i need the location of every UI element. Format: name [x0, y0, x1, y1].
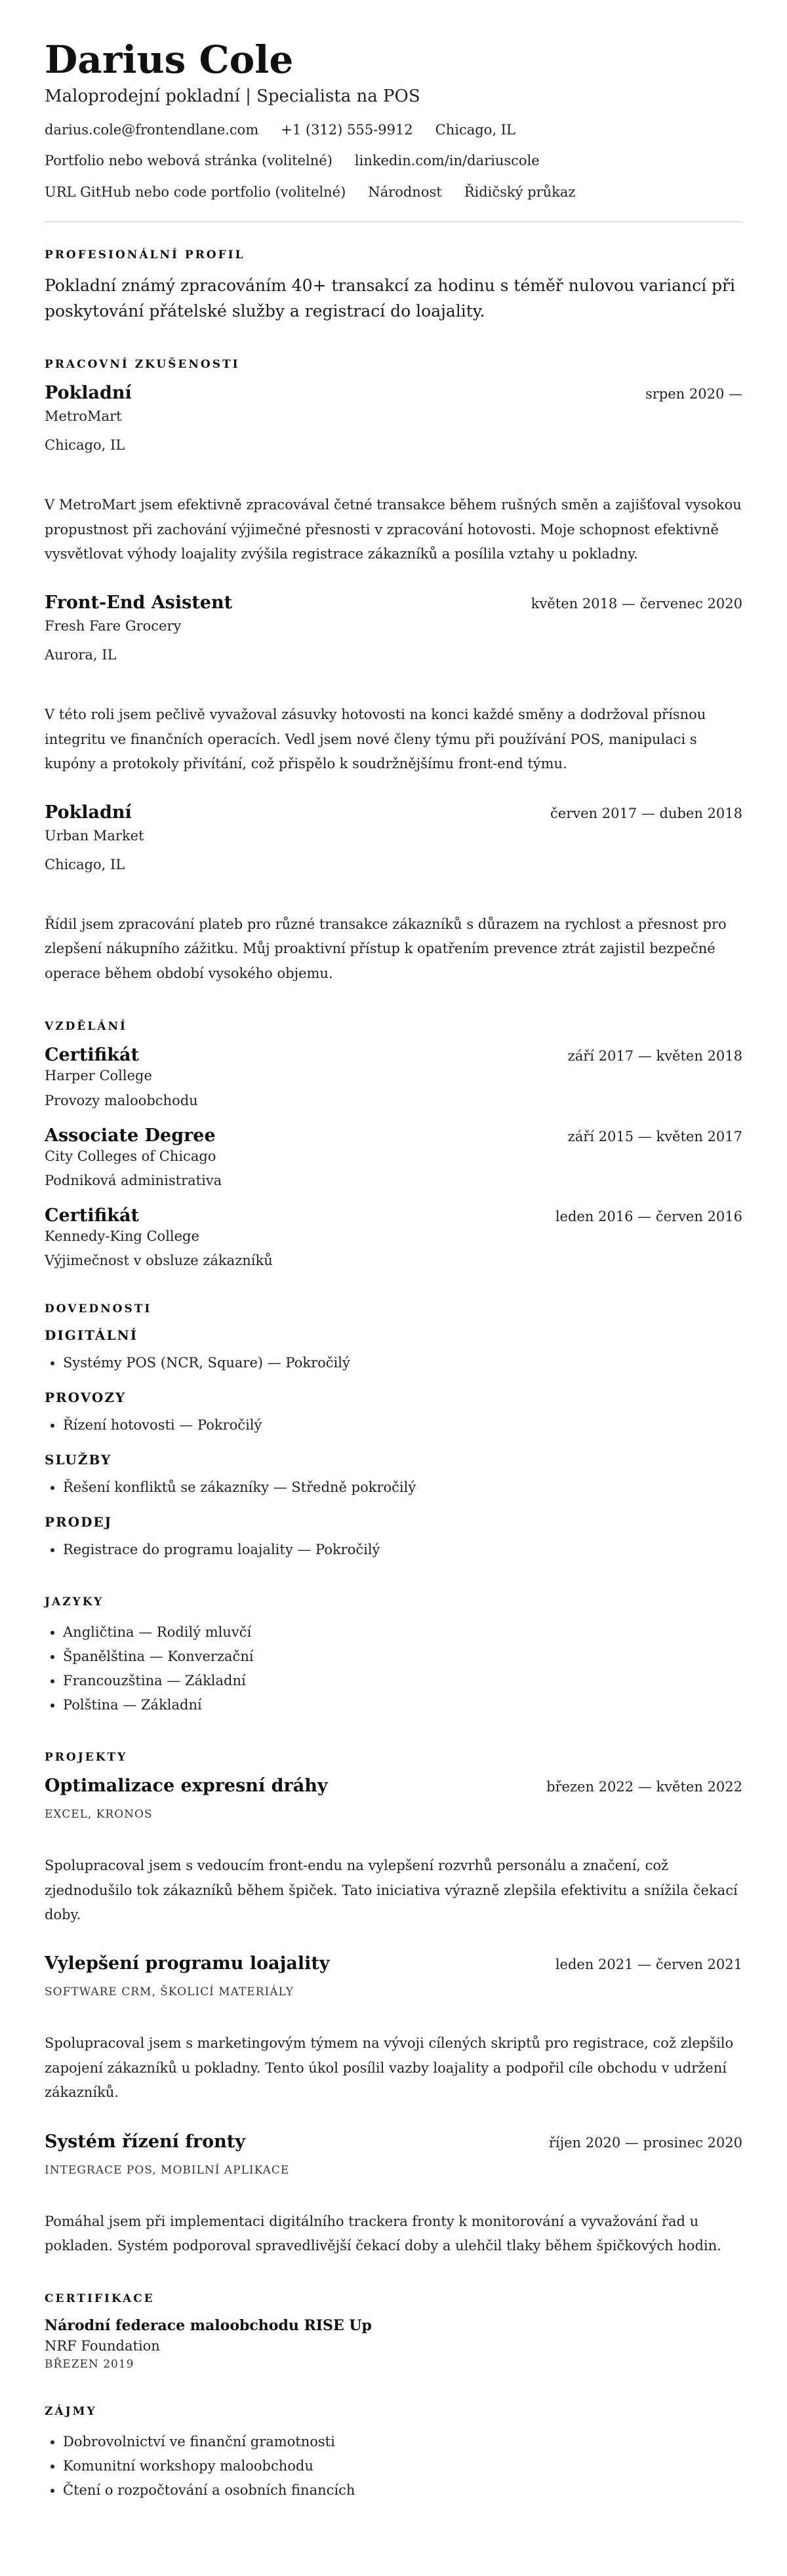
project-name: Systém řízení fronty [45, 2131, 245, 2152]
project-date: říjen 2020 — prosinec 2020 [548, 2134, 742, 2151]
skill-list [45, 1475, 742, 1500]
interest-item: • Komunitní workshopy maloobchodu [63, 2454, 742, 2478]
section-title: PROJEKTY [45, 1751, 128, 1765]
candidate-name: Darius Cole [45, 37, 294, 82]
language-item: • Španělština — Konverzační [63, 1645, 742, 1669]
entry-head [45, 1776, 742, 1796]
contact-phone[interactable]: +1 (312) 555-9912 [281, 121, 413, 138]
section-title: CERTIFIKACE [45, 2292, 155, 2306]
job-company: Urban Market [45, 828, 144, 844]
skill-item: • Řešení konfliktů se zákazníky — Středně pokročilý [63, 1475, 742, 1500]
job-title: Pokladní [45, 383, 132, 404]
project-entry [45, 1776, 742, 1927]
certification-name: Národní federace maloobchodu RISE Up [45, 2317, 372, 2335]
job-company: Fresh Fare Grocery [45, 618, 182, 634]
section-title: PRACOVNÍ ZKUŠENOSTI [45, 358, 240, 372]
resume-header [45, 39, 742, 202]
section-title: PROFESIONÁLNÍ PROFIL [45, 248, 245, 262]
language-list [45, 1620, 742, 1717]
profile-summary: Pokladní známý zpracováním 40+ transakcí za hodinu s téměř nulovou variancí při poskytování přátelské služby a registrací do loajality. [45, 275, 735, 321]
entry-head [45, 1953, 742, 1974]
education-date: září 2015 — květen 2017 [567, 1128, 742, 1144]
interests-section [45, 2405, 742, 2502]
entry-head [45, 802, 742, 823]
education-section [45, 1020, 742, 1268]
language-item: • Angličtina — Rodilý mluvčí [63, 1620, 742, 1645]
education-field: Výjimečnost v obsluze zákazníků [45, 1253, 273, 1269]
project-description: Pomáhal jsem při implementaci digitálního trackera fronty k monitorování a vyvažování řad u pokladen. Systém podporoval spravedlivější čekací doby a ulehčil tlaky během špičkových hodin. [45, 2213, 721, 2254]
contact-row [45, 121, 742, 140]
skill-list [45, 1351, 742, 1375]
education-entry [45, 1125, 742, 1188]
skill-group [45, 1390, 742, 1437]
project-description: Spolupracoval jsem s vedoucím front-endu na vylepšení rozvrhů personálu a značení, což zjednodušilo tok zákazníků během špiček. Tato iniciativa výrazně zlepšila efektivitu a snížila čekací doby. [45, 1858, 738, 1923]
section-title: JAZYKY [45, 1595, 104, 1609]
job-description: Řídil jsem zpracování plateb pro různé transakce zákazníků s důrazem na rychlost a přesnost pro zlepšení nákupního zážitku. Můj proaktivní přístup k opatřením prevence ztrát zajistil bezpečné operace během období vysokého objemu. [45, 916, 727, 981]
certification-entry [45, 2317, 742, 2371]
project-name: Vylepšení programu loajality [45, 1953, 330, 1974]
experience-section [45, 358, 742, 986]
language-item: • Polština — Základní [63, 1693, 742, 1717]
education-degree: Certifikát [45, 1045, 139, 1066]
section-title: DOVEDNOSTI [45, 1302, 152, 1316]
entry-head [45, 1125, 742, 1146]
skills-section [45, 1302, 742, 1561]
project-date: leden 2021 — červen 2021 [555, 1957, 742, 1973]
experience-entry [45, 383, 742, 566]
skill-item: • Řízení hotovosti — Pokročilý [63, 1413, 742, 1437]
job-description: V této roli jsem pečlivě vyvažoval zásuvky hotovosti na konci každé směny a dodržoval přísnou integritu ve finančních operacích. Vedl jsem nové členy týmu při používání POS, manipulaci s kupóny a protokoly přivítání, což přispělo k soudržnějšímu front-end týmu. [45, 707, 706, 771]
skill-item: • Registrace do programu loajality — Pokročilý [63, 1538, 742, 1562]
job-company: MetroMart [45, 408, 122, 425]
education-field: Provozy maloobchodu [45, 1092, 198, 1108]
contact-portfolio[interactable]: Portfolio nebo webová stránka (volitelné) [45, 153, 333, 169]
education-date: leden 2016 — červen 2016 [555, 1208, 742, 1224]
skill-list [45, 1413, 742, 1437]
entry-head [45, 2132, 742, 2152]
skill-group [45, 1452, 742, 1500]
candidate-headline: Maloprodejní pokladní | Specialista na POS [45, 86, 420, 106]
skill-list [45, 1538, 742, 1562]
entry-head [45, 593, 742, 613]
job-date: červen 2017 — duben 2018 [550, 806, 742, 822]
experience-entry [45, 802, 742, 986]
job-title: Front-End Asistent [45, 593, 233, 614]
entry-head [45, 1205, 742, 1226]
language-item: • Francouzština — Základní [63, 1669, 742, 1693]
interest-item: • Dobrovolnictví ve finanční gramotnosti [63, 2430, 742, 2454]
contact-row [45, 183, 742, 202]
project-name: Optimalizace expresní dráhy [45, 1776, 328, 1797]
section-title: ZÁJMY [45, 2405, 97, 2419]
project-description: Spolupracoval jsem s marketingovým týmem na vývoji cílených skriptů pro registrace, což zlepšilo zapojení zákazníků u pokladny. Tento úkol posílil vazby loajality a podpořil cíle obchodu v udržení zákazníků. [45, 2035, 734, 2101]
certification-date: BŘEZEN 2019 [45, 2358, 134, 2371]
education-entry [45, 1045, 742, 1108]
project-date: březen 2022 — květen 2022 [546, 1779, 742, 1795]
job-description: V MetroMart jsem efektivně zpracovával četné transakce během rušných směn a zajišťoval vysokou propustnost při zachování výjimečné přesnosti v zpracování hotovosti. Moje schopnost efektivně vysvětlovat výhody loajality zvýšila registrace zákazníků a posílila vztahy u pokladny. [45, 497, 742, 562]
education-school: Kennedy-King College [45, 1228, 199, 1244]
contact-nationality: Národnost [368, 184, 442, 200]
certifications-section [45, 2292, 742, 2371]
entry-head [45, 1045, 742, 1065]
education-entry [45, 1205, 742, 1268]
contact-email[interactable]: darius.cole@frontendlane.com [45, 121, 259, 138]
skill-group-title: PROVOZY [45, 1390, 127, 1406]
section-title: VZDĚLÁNÍ [45, 1020, 127, 1034]
interest-item: • Čtení o rozpočtování a osobních financích [63, 2478, 742, 2503]
job-location: Aurora, IL [45, 646, 117, 663]
profile-section [45, 248, 742, 324]
languages-section [45, 1595, 742, 1717]
skill-item: • Systémy POS (NCR, Square) — Pokročilý [63, 1351, 742, 1375]
skill-group-title: PRODEJ [45, 1513, 113, 1530]
education-date: září 2017 — květen 2018 [567, 1048, 742, 1064]
skill-group-title: DIGITÁLNÍ [45, 1327, 138, 1344]
contact-linkedin[interactable]: linkedin.com/in/dariuscole [354, 153, 540, 169]
interest-list [45, 2430, 742, 2502]
project-tags: INTEGRACE POS, MOBILNÍ APLIKACE [45, 2163, 290, 2177]
job-location: Chicago, IL [45, 856, 125, 872]
certification-org: NRF Foundation [45, 2338, 160, 2354]
job-date: květen 2018 — červenec 2020 [531, 596, 742, 612]
projects-section [45, 1751, 742, 2258]
job-title: Pokladní [45, 802, 132, 823]
education-degree: Associate Degree [45, 1125, 216, 1146]
project-entry [45, 1953, 742, 2105]
contact-row [45, 151, 742, 170]
job-location: Chicago, IL [45, 437, 125, 453]
skill-group [45, 1327, 742, 1375]
project-entry [45, 2132, 742, 2259]
education-field: Podniková administrativa [45, 1172, 222, 1188]
skill-group [45, 1514, 742, 1562]
education-school: Harper College [45, 1068, 152, 1084]
contact-location: Chicago, IL [435, 121, 515, 138]
contact-driving-license: Řidičský průkaz [464, 184, 576, 200]
education-school: City Colleges of Chicago [45, 1148, 216, 1164]
skill-group-title: SLUŽBY [45, 1451, 112, 1468]
contact-github[interactable]: URL GitHub nebo code portfolio (volitelné) [45, 184, 346, 200]
job-date: srpen 2020 — [645, 386, 742, 402]
education-degree: Certifikát [45, 1205, 139, 1226]
experience-entry [45, 593, 742, 776]
entry-head [45, 383, 742, 403]
project-tags: EXCEL, KRONOS [45, 1808, 153, 1822]
project-tags: SOFTWARE CRM, ŠKOLICÍ MATERIÁLY [45, 1985, 294, 1999]
